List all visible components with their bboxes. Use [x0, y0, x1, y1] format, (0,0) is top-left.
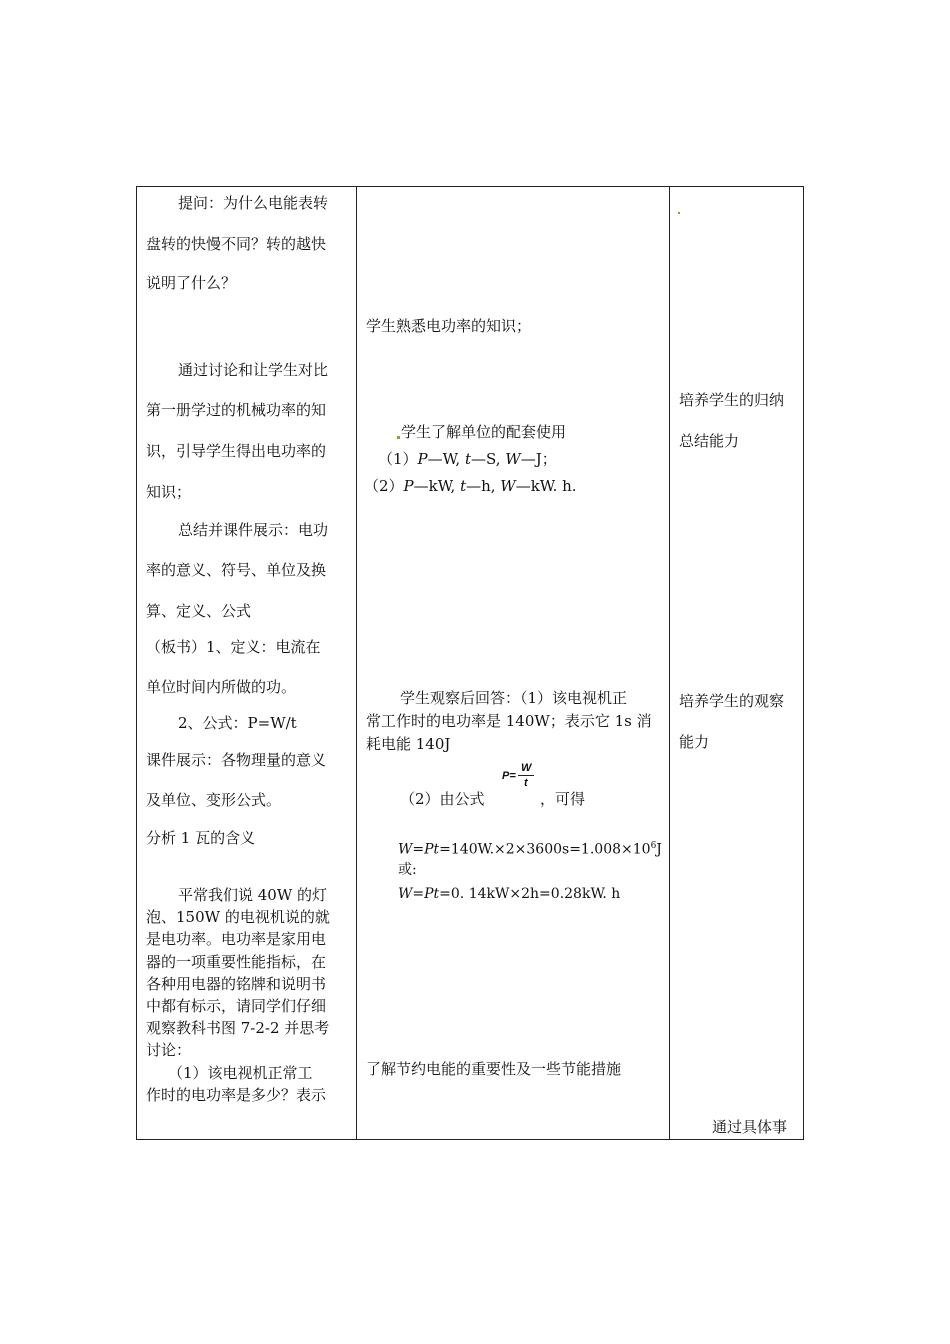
col3-line: 培养学生的归纳 [679, 391, 785, 409]
answer-line: 学生观察后回答：（1）该电视机正 [400, 689, 628, 707]
col1-line: 观察教科书图 7-2-2 并思考 [146, 1019, 330, 1037]
fraction-bar [518, 775, 534, 776]
mark-dot [678, 212, 680, 214]
col3-line: 培养学生的观察 [679, 692, 785, 710]
formula-prefix: （2）由公式 [400, 790, 485, 808]
answer-line: 耗电能 140J [366, 735, 451, 753]
calc-line-1: $W=Pt=140W.\times 2\times 3600s=1.008\times 10^6J$ [398, 841, 662, 858]
col1-line: （板书）1、定义：电流在 [146, 638, 321, 656]
col1-line: 算、定义、公式 [146, 602, 252, 620]
col1-line: 分析 1 瓦的含义 [146, 829, 256, 847]
col3-line: 能力 [679, 733, 710, 751]
col1-line: 泡、150W 的电视机说的就 [146, 908, 330, 926]
col1-line: 讨论： [146, 1041, 192, 1059]
col1-line: 单位时间内所做的功。 [146, 678, 297, 696]
calc-line-2: W=Pt=0. 14kW×2h=0.28kW. h [398, 886, 621, 902]
col1-formula: 2、公式：P=W/t [178, 714, 297, 732]
col1-line: 是电功率。电功率是家用电 [146, 930, 327, 948]
col1-line: 通过讨论和让学生对比 [178, 361, 329, 379]
col1-line: 平常我们说 40W 的灯 [178, 886, 328, 904]
col1-line: 率的意义、符号、单位及换 [146, 561, 327, 579]
units-intro: 学生了解单位的配套使用 [401, 423, 567, 441]
col1-line: 说明了什么？ [146, 274, 237, 292]
col1-line: 第一册学过的机械功率的知 [146, 401, 327, 419]
answer-line: 常工作时的电功率是 140W；表示它 1s 消 [366, 712, 652, 730]
col1-line: 提问：为什么电能表转 [178, 194, 329, 212]
units-line-1: （1）P—W, t—S, W—J； [378, 450, 557, 468]
fraction-denominator: t [524, 777, 528, 789]
student-familiar: 学生熟悉电功率的知识； [366, 317, 532, 335]
col1-line: 器的一项重要性能指标，在 [146, 953, 327, 971]
col1-line: 作时的电功率是多少？表示 [146, 1086, 327, 1104]
mark-dot [397, 436, 400, 439]
energy-saving: 了解节约电能的重要性及一些节能措施 [366, 1060, 622, 1078]
col1-line: 盘转的快慢不同？转的越快 [146, 235, 327, 253]
fraction-lhs: P= [502, 770, 516, 782]
column-divider-2 [669, 187, 670, 1139]
col1-line: 识，引导学生得出电功率的 [146, 442, 327, 460]
col1-line: 总结并课件展示：电功 [178, 521, 329, 539]
or-label: 或: [398, 862, 417, 878]
column-divider-1 [356, 187, 357, 1139]
col1-line: 知识； [146, 483, 192, 501]
col3-line: 总结能力 [679, 432, 740, 450]
col1-line: （1）该电视机正常工 [168, 1064, 313, 1082]
col1-line: 各种用电器的铭牌和说明书 [146, 975, 327, 993]
col3-line: 通过具体事 [712, 1118, 788, 1136]
formula-suffix: ，可得 [540, 790, 586, 808]
col1-line: 及单位、变形公式。 [146, 791, 282, 809]
units-line-2: （2）P—kW, t—h, W—kW. h. [364, 477, 577, 495]
col1-line: 课件展示：各物理量的意义 [146, 751, 327, 769]
col1-line: 中都有标示，请同学们仔细 [146, 997, 327, 1015]
fraction-numerator: W [521, 762, 532, 774]
